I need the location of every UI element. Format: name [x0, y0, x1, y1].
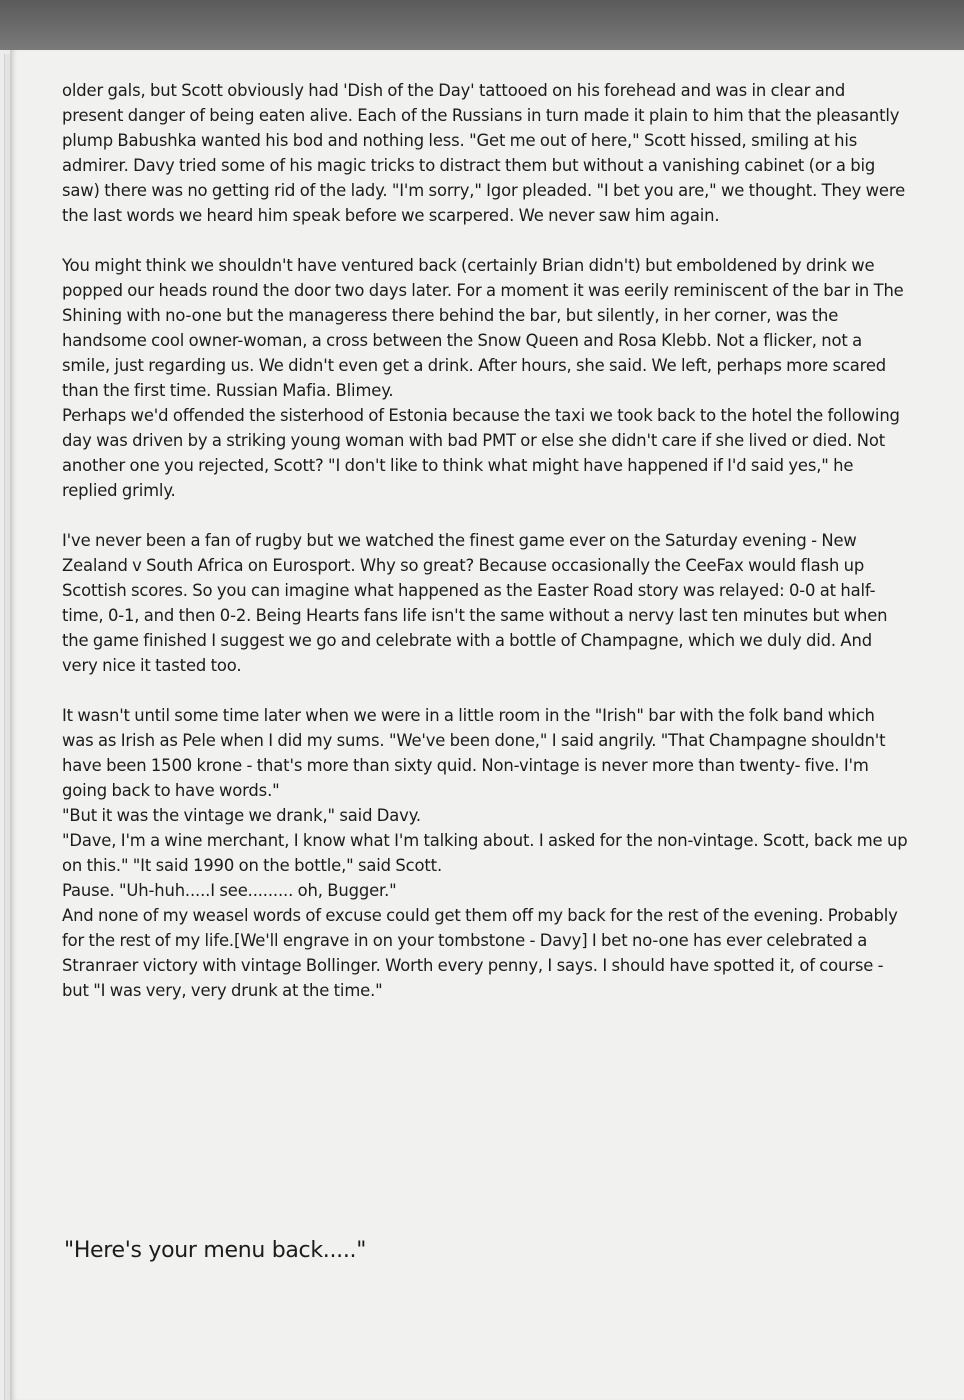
- paragraph-dish-of-the-day: older gals, but Scott obviously had 'Dish of the Day' tattooed on his forehead and was in clear and present danger of being eaten alive. Each of the Russians in turn made it plain to him that the pleasantly plump Babushka wanted his bod and nothing less. "Get me out of here," Scott hissed, smiling at his admirer. Davy tried some of his magic tricks to distract them but without a vanishing cabinet (or a big saw) there was no getting rid of the lady. "I'm sorry," Igor pleaded. "I bet you are," we thought. They were the last words we heard him speak before we scarpered. We never saw him again.: [62, 81, 905, 225]
- paragraph-sisterhood: Perhaps we'd offended the sisterhood of Estonia because the taxi we took back to the hotel the following day was driven by a striking young woman with bad PMT or else she didn't care if she lived or died. Not another one you rejected, Scott? "I don't like to think what might have happened if I'd said yes," he replied grimly.: [62, 406, 900, 500]
- scanner-shadow: [0, 0, 964, 50]
- paragraph-davy-reply: "But it was the vintage we drank," said Davy.: [62, 806, 421, 825]
- paragraph-ventured-back: You might think we shouldn't have ventured back (certainly Brian didn't) but emboldened by drink we popped our heads round the door two days later. For a moment it was eerily reminiscent of the bar in The Shining with no-one but the manageress there behind the bar, but silently, in her corner, was the handsome cool owner-woman, a cross between the Snow Queen and Rosa Klebb. Not a flicker, not a smile, just regarding us. We didn't even get a drink. After hours, she said. We left, perhaps more scared than the first time. Russian Mafia. Blimey.: [62, 256, 904, 400]
- paragraph-irish-bar: It wasn't until some time later when we were in a little room in the "Irish" bar with the folk band which was as Irish as Pele when I did my sums. "We've been done," I said angrily. "That Champagne shouldn't have been 1500 krone - that's more than sixty quid. Non-vintage is never more than twenty- five. I'm going back to have words.": [62, 706, 886, 800]
- paragraph-pause: Pause. "Uh-huh.....I see......... oh, Bugger.": [62, 881, 397, 900]
- body-text: [62, 78, 908, 1003]
- paragraph-wine-merchant: "Dave, I'm a wine merchant, I know what I'm talking about. I asked for the non-vintage. Scott, back me up on this." "It said 1990 on the bottle," said Scott.: [62, 831, 908, 875]
- closing-line: "Here's your menu back.....": [64, 1238, 367, 1263]
- paragraph-weasel-words: And none of my weasel words of excuse could get them off my back for the rest of the evening. Probably for the rest of my life.[We'll engrave in on your tombstone - Davy] I bet no-one has ever celebrated a Stranraer victory with vintage Bollinger. Worth every penny, I says. I should have spotted it, of course - but "I was very, very drunk at the time.": [62, 906, 898, 1000]
- paragraph-rugby: I've never been a fan of rugby but we watched the finest game ever on the Saturday evening - New Zealand v South Africa on Eurosport. Why so great? Because occasionally the CeeFax would flash up Scottish scores. So you can imagine what happened as the Easter Road story was relayed: 0-0 at half-time, 0-1, and then 0-2. Being Hearts fans life isn't the same without a nervy last ten minutes but when the game finished I suggest we go and celebrate with a bottle of Champagne, which we duly did. And very nice it tasted too.: [62, 531, 888, 675]
